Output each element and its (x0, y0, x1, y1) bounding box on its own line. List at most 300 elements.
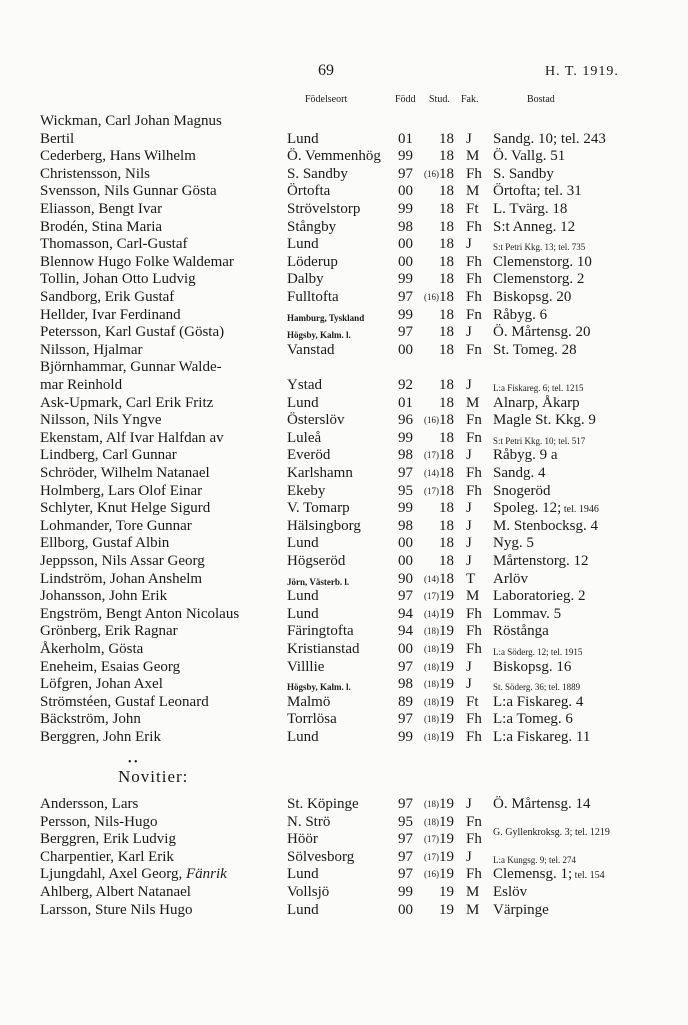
person-name: Christensson, Nils (40, 165, 151, 182)
stud-year: 19 (439, 796, 454, 812)
faculty: M (466, 884, 480, 900)
born-year: 00 (398, 253, 413, 270)
student-row (0, 253, 688, 271)
student-row (0, 499, 688, 517)
born-year: 97 (398, 289, 413, 305)
residence: L:a Fiskareg. 4 (493, 693, 584, 710)
prior-year: (18) (424, 714, 439, 725)
residence: L:a Fiskareg. 6; tel. 1215 (493, 383, 584, 393)
stud-year: 19 (439, 623, 454, 640)
born-year: 97 (398, 658, 413, 675)
born-year: 99 (398, 884, 413, 900)
born-year: 97 (398, 588, 413, 605)
student-row (0, 323, 688, 341)
person-name: Eneheim, Esaias Georg (40, 658, 181, 675)
stud-year: 19 (439, 676, 454, 693)
residence: L:a Kungsg. 9; tel. 274 (493, 854, 576, 865)
born-year: 92 (398, 377, 413, 393)
novice-row (0, 827, 688, 848)
born-year: 00 (398, 901, 413, 918)
residence: S:t Anneg. 12 (493, 218, 576, 235)
faculty: J (466, 500, 472, 517)
residence: Eslöv (493, 884, 528, 900)
born-year: 96 (398, 412, 413, 429)
novice-row (0, 883, 688, 901)
stud-year: 18 (439, 429, 454, 446)
person-name: Ljungdahl, Axel Georg, Fänrik (40, 866, 227, 883)
residence: Biskopsg. 20 (493, 289, 572, 305)
birthplace: Löderup (287, 253, 338, 270)
birthplace: Ö. Vemmenhög (287, 148, 381, 165)
faculty: Fh (466, 866, 482, 883)
born-year: 99 (398, 429, 413, 446)
stud-year: 19 (439, 813, 454, 830)
faculty: M (466, 183, 480, 200)
person-name: Bäckström, John (40, 711, 141, 728)
born-year: 00 (398, 341, 413, 358)
born-year: 99 (398, 271, 413, 288)
stud-year: 18 (439, 253, 454, 270)
student-row (0, 200, 688, 218)
col-residence: Bostad (527, 94, 555, 105)
faculty: Ft (466, 693, 479, 710)
student-row (0, 464, 688, 482)
student-row (0, 130, 688, 148)
stud-year: 19 (439, 641, 454, 657)
person-name: Svensson, Nils Gunnar Gösta (40, 183, 217, 200)
faculty: Fh (466, 482, 482, 499)
birthplace: Hamburg, Tyskland (287, 312, 365, 323)
person-name: Berggren, John Erik (40, 729, 161, 745)
section-title-novitier: Novitier: (118, 767, 189, 786)
born-year: 99 (398, 148, 413, 165)
student-row (0, 605, 688, 623)
faculty: J (466, 324, 472, 341)
birthplace: N. Strö (287, 813, 331, 830)
birthplace: Sölvesborg (287, 848, 355, 865)
birthplace: Högsby, Kalm. l. (287, 330, 351, 341)
born-year: 97 (398, 848, 413, 865)
born-year: 97 (398, 831, 413, 848)
person-name: Hellder, Ivar Ferdinand (40, 306, 181, 323)
born-year: 97 (398, 324, 413, 341)
residence: Ö. Vallg. 51 (493, 148, 566, 165)
prior-year: (18) (424, 732, 439, 742)
col-born: Född (395, 94, 416, 105)
faculty: T (466, 570, 476, 587)
prior-year: (18) (424, 799, 439, 809)
col-fak: Fak. (461, 94, 479, 105)
student-row (0, 517, 688, 535)
person-name: Eliasson, Bengt Ivar (40, 201, 163, 217)
prior-year: (17) (424, 450, 439, 461)
person-name: Löfgren, Johan Axel (40, 676, 163, 693)
person-name: Ekenstam, Alf Ivar Halfdan av (40, 429, 224, 446)
page-header-right: H. T. 1919. (545, 64, 619, 79)
residence: L. Tvärg. 18 (493, 201, 568, 217)
person-name: Cederberg, Hans Wilhelm (40, 148, 196, 165)
born-year: 99 (398, 500, 413, 517)
residence: L:a Tomeg. 6 (493, 711, 573, 728)
birthplace: Lund (287, 535, 319, 552)
student-row (0, 306, 688, 324)
born-year: 97 (398, 711, 413, 728)
stud-year: 19 (439, 658, 454, 675)
faculty: Fh (466, 165, 482, 182)
faculty: M (466, 901, 480, 918)
birthplace: Lund (287, 729, 319, 745)
person-name: Engström, Bengt Anton Nicolaus (40, 605, 240, 622)
residence-phone: tel. 1946 (561, 504, 599, 516)
stud-year: 18 (439, 306, 454, 323)
stud-year: 18 (439, 570, 454, 587)
faculty: Fh (466, 729, 482, 745)
residence: M. Stenbocksg. 4 (493, 517, 598, 534)
born-year: 97 (398, 165, 413, 182)
novice-row (0, 795, 688, 813)
born-year: 00 (398, 535, 413, 552)
stud-year: 19 (439, 866, 454, 883)
person-name: Schröder, Wilhelm Natanael (40, 465, 210, 481)
residence-phone: tel. 154 (572, 870, 605, 882)
birthplace: Högsby, Kalm. l. (287, 682, 351, 693)
residence: Arlöv (493, 570, 528, 587)
residence: G. Gyllenkroksg. 3; tel. 1219 (493, 827, 610, 839)
residence: Clemensg. 1; tel. 154 (493, 866, 605, 883)
residence: Alnarp, Åkarp (493, 394, 580, 411)
faculty: Fn (466, 306, 482, 323)
faculty: J (466, 236, 472, 253)
student-row (0, 446, 688, 464)
born-year: 98 (398, 218, 413, 235)
stud-year: 19 (439, 884, 454, 900)
residence: Värpinge (493, 901, 549, 918)
stud-year: 18 (439, 183, 454, 200)
prior-year: (18) (424, 696, 439, 707)
person-name: Lindberg, Carl Gunnar (40, 447, 177, 464)
birthplace: Luleå (287, 429, 322, 446)
person-name: Nilsson, Nils Yngve (40, 412, 162, 429)
residence: St. Söderg. 36; tel. 1889 (493, 682, 581, 693)
student-row (0, 376, 688, 394)
born-year: 00 (398, 183, 413, 200)
residence: Spoleg. 12; tel. 1946 (493, 500, 599, 517)
stud-year: 18 (439, 535, 454, 552)
stud-year: 18 (439, 341, 454, 358)
born-year: 00 (398, 553, 413, 569)
residence: Röstånga (493, 623, 549, 640)
faculty: J (466, 848, 472, 865)
residence: S:t Petri Kkg. 13; tel. 735 (493, 242, 586, 253)
student-row (0, 675, 688, 693)
born-year: 99 (398, 201, 413, 217)
student-row (0, 341, 688, 359)
birthplace: Lund (287, 236, 319, 253)
born-year: 97 (398, 866, 413, 883)
residence: Mårtenstorg. 12 (493, 553, 589, 569)
prior-year: (18) (424, 626, 439, 637)
born-year: 94 (398, 605, 413, 622)
person-name: Tollin, Johan Otto Ludvig (40, 271, 196, 288)
faculty: J (466, 535, 472, 552)
faculty: Fh (466, 218, 482, 235)
stud-year: 18 (439, 553, 454, 569)
faculty: M (466, 588, 480, 605)
residence: Snogeröd (493, 482, 551, 499)
prior-year: (18) (424, 679, 439, 690)
stud-year: 18 (439, 130, 454, 147)
residence: Råbyg. 9 a (493, 447, 558, 464)
birthplace: Everöd (287, 447, 331, 464)
prior-year: (17) (424, 851, 439, 862)
student-row (0, 552, 688, 570)
section-ornament: • • (128, 757, 138, 768)
faculty: J (466, 130, 472, 147)
faculty: Fh (466, 465, 482, 481)
student-row (0, 394, 688, 412)
residence: L:a Fiskareg. 11 (493, 729, 591, 745)
student-row (0, 534, 688, 552)
student-row (0, 570, 688, 588)
student-row (0, 640, 688, 658)
residence: S:t Petri Kkg. 10; tel. 517 (493, 435, 586, 446)
stud-year: 19 (439, 588, 454, 605)
col-birthplace: Födelseort (305, 94, 348, 105)
student-row (0, 270, 688, 288)
student-row (0, 658, 688, 676)
birthplace: Lund (287, 901, 319, 918)
stud-year: 18 (439, 289, 454, 305)
person-name: Larsson, Sture Nils Hugo (40, 901, 193, 918)
stud-year: 18 (439, 412, 454, 429)
person-name: Wickman, Carl Johan Magnus (40, 113, 222, 129)
born-year: 97 (398, 465, 413, 481)
prior-year: (17) (424, 591, 439, 602)
prior-year: (18) (424, 661, 439, 672)
student-row (0, 622, 688, 640)
birthplace: Vanstad (287, 341, 335, 358)
person-name: Charpentier, Karl Erik (40, 848, 174, 865)
prior-year: (16) (424, 869, 439, 880)
birthplace: Villlie (287, 658, 325, 675)
birthplace: Jörn, Västerb. l. (287, 576, 350, 587)
student-row (0, 693, 688, 711)
person-name: Ahlberg, Albert Natanael (40, 884, 191, 900)
birthplace: Malmö (287, 693, 331, 710)
person-name: Sandborg, Erik Gustaf (40, 289, 175, 305)
prior-year: (18) (424, 816, 439, 827)
birthplace: Dalby (287, 271, 324, 288)
faculty: Fn (466, 429, 482, 446)
residence: Ö. Mårtensg. 14 (493, 796, 591, 812)
faculty: Fn (466, 412, 482, 429)
person-name: Andersson, Lars (40, 796, 139, 812)
birthplace: Strövelstorp (287, 201, 361, 217)
student-row (0, 112, 688, 130)
birthplace: Höör (287, 831, 318, 848)
birthplace: St. Köpinge (287, 796, 359, 812)
born-year: 90 (398, 570, 413, 587)
student-row (0, 587, 688, 605)
student-row (0, 288, 688, 306)
prior-year: (14) (424, 573, 439, 584)
person-name: mar Reinhold (40, 377, 123, 393)
student-row (0, 482, 688, 500)
stud-year: 18 (439, 236, 454, 253)
stud-year: 18 (439, 218, 454, 235)
student-row (0, 147, 688, 165)
prior-year: (16) (424, 168, 439, 179)
faculty: J (466, 517, 472, 534)
person-name: Berggren, Erik Ludvig (40, 831, 176, 848)
birthplace: Lund (287, 605, 319, 622)
col-stud: Stud. (429, 94, 450, 105)
faculty: Fn (466, 341, 482, 358)
stud-year: 19 (439, 831, 454, 848)
birthplace: Örtofta (287, 183, 331, 200)
residence: St. Tomeg. 28 (493, 341, 577, 358)
born-year: 98 (398, 676, 413, 693)
born-year: 94 (398, 623, 413, 640)
person-title: Fänrik (182, 866, 227, 883)
prior-year: (17) (424, 834, 439, 845)
born-year: 99 (398, 729, 413, 745)
residence: Laboratorieg. 2 (493, 588, 586, 605)
faculty: Ft (466, 201, 479, 217)
student-row (0, 710, 688, 728)
prior-year: (14) (424, 468, 439, 478)
person-name: Persson, Nils-Hugo (40, 813, 158, 830)
prior-year: (16) (424, 415, 439, 426)
faculty: J (466, 796, 472, 812)
birthplace: Lund (287, 866, 319, 883)
stud-year: 18 (439, 465, 454, 481)
birthplace: Lund (287, 130, 319, 147)
born-year: 00 (398, 641, 413, 657)
student-row (0, 182, 688, 200)
person-name: Nilsson, Hjalmar (40, 341, 143, 358)
faculty: J (466, 658, 472, 675)
stud-year: 18 (439, 500, 454, 517)
residence: Sandg. 10; tel. 243 (493, 130, 606, 147)
birthplace: S. Sandby (287, 165, 348, 182)
person-name: Ask-Upmark, Carl Erik Fritz (40, 394, 214, 411)
prior-year: (14) (424, 608, 439, 619)
person-name: Åkerholm, Gösta (40, 641, 144, 657)
faculty: J (466, 447, 472, 464)
student-row (0, 218, 688, 236)
birthplace: Ekeby (287, 482, 326, 499)
birthplace: Lund (287, 394, 319, 411)
stud-year: 19 (439, 693, 454, 710)
residence: Lommav. 5 (493, 605, 562, 622)
residence: Råbyg. 6 (493, 306, 548, 323)
person-name: Lindström, Johan Anshelm (40, 570, 203, 587)
born-year: 98 (398, 447, 413, 464)
residence: Sandg. 4 (493, 465, 546, 481)
residence: L:a Söderg. 12; tel. 1915 (493, 647, 583, 657)
person-name: Blennow Hugo Folke Waldemar (40, 253, 234, 270)
residence: Ö. Mårtensg. 20 (493, 324, 591, 341)
residence: Biskopsg. 16 (493, 658, 572, 675)
person-name: Schlyter, Knut Helge Sigurd (40, 500, 211, 517)
birthplace: Fulltofta (287, 289, 339, 305)
student-row (0, 235, 688, 253)
person-name: Ellborg, Gustaf Albin (40, 535, 170, 552)
faculty: J (466, 676, 472, 693)
birthplace: Karlshamn (287, 465, 353, 481)
person-name: Petersson, Karl Gustaf (Gösta) (40, 324, 225, 341)
residence: Clemenstorg. 2 (493, 271, 585, 288)
stud-year: 19 (439, 901, 454, 918)
person-name: Strömstéen, Gustaf Leonard (40, 693, 209, 710)
novice-row (0, 848, 688, 866)
birthplace: Torrlösa (287, 711, 337, 728)
stud-year: 18 (439, 482, 454, 499)
person-name: Holmberg, Lars Olof Einar (40, 482, 203, 499)
residence: S. Sandby (493, 165, 554, 182)
faculty: M (466, 148, 480, 165)
faculty: Fh (466, 831, 482, 848)
faculty: Fh (466, 271, 482, 288)
faculty: J (466, 553, 472, 569)
birthplace: V. Tomarp (287, 500, 350, 517)
stud-year: 18 (439, 394, 454, 411)
stud-year: 19 (439, 605, 454, 622)
student-row (0, 728, 688, 746)
novice-row (0, 901, 688, 919)
prior-year: (16) (424, 292, 439, 302)
stud-year: 18 (439, 324, 454, 341)
faculty: Fh (466, 711, 482, 728)
person-name: Jeppsson, Nils Assar Georg (40, 553, 205, 569)
stud-year: 19 (439, 848, 454, 865)
residence: Clemenstorg. 10 (493, 253, 592, 270)
birthplace: Stångby (287, 218, 337, 235)
birthplace: Högseröd (287, 553, 346, 569)
residence: Magle St. Kkg. 9 (493, 412, 596, 429)
person-name: Lohmander, Tore Gunnar (40, 517, 192, 534)
born-year: 95 (398, 813, 413, 830)
birthplace: Kristianstad (287, 641, 360, 657)
faculty: Fn (466, 813, 482, 830)
born-year: 97 (398, 796, 413, 812)
birthplace: Vollsjö (287, 884, 330, 900)
stud-year: 18 (439, 517, 454, 534)
faculty: J (466, 377, 472, 393)
residence: Nyg. 5 (493, 535, 534, 552)
birthplace: Ystad (287, 377, 322, 393)
stud-year: 18 (439, 447, 454, 464)
stud-year: 18 (439, 201, 454, 217)
residence: Örtofta; tel. 31 (493, 183, 582, 200)
person-name: Johansson, John Erik (40, 588, 168, 605)
stud-year: 18 (439, 271, 454, 288)
student-row (0, 165, 688, 183)
faculty: Fh (466, 289, 482, 305)
born-year: 01 (398, 130, 413, 147)
birthplace: Färingtofta (287, 623, 354, 640)
faculty: Fh (466, 605, 482, 622)
faculty: Fh (466, 253, 482, 270)
birthplace: Hälsingborg (287, 517, 361, 534)
person-name: Bertil (40, 130, 75, 147)
page-number: 69 (318, 62, 334, 79)
person-name: Brodén, Stina Maria (40, 218, 163, 235)
student-row (0, 358, 688, 376)
stud-year: 18 (439, 165, 454, 182)
born-year: 99 (398, 306, 413, 323)
